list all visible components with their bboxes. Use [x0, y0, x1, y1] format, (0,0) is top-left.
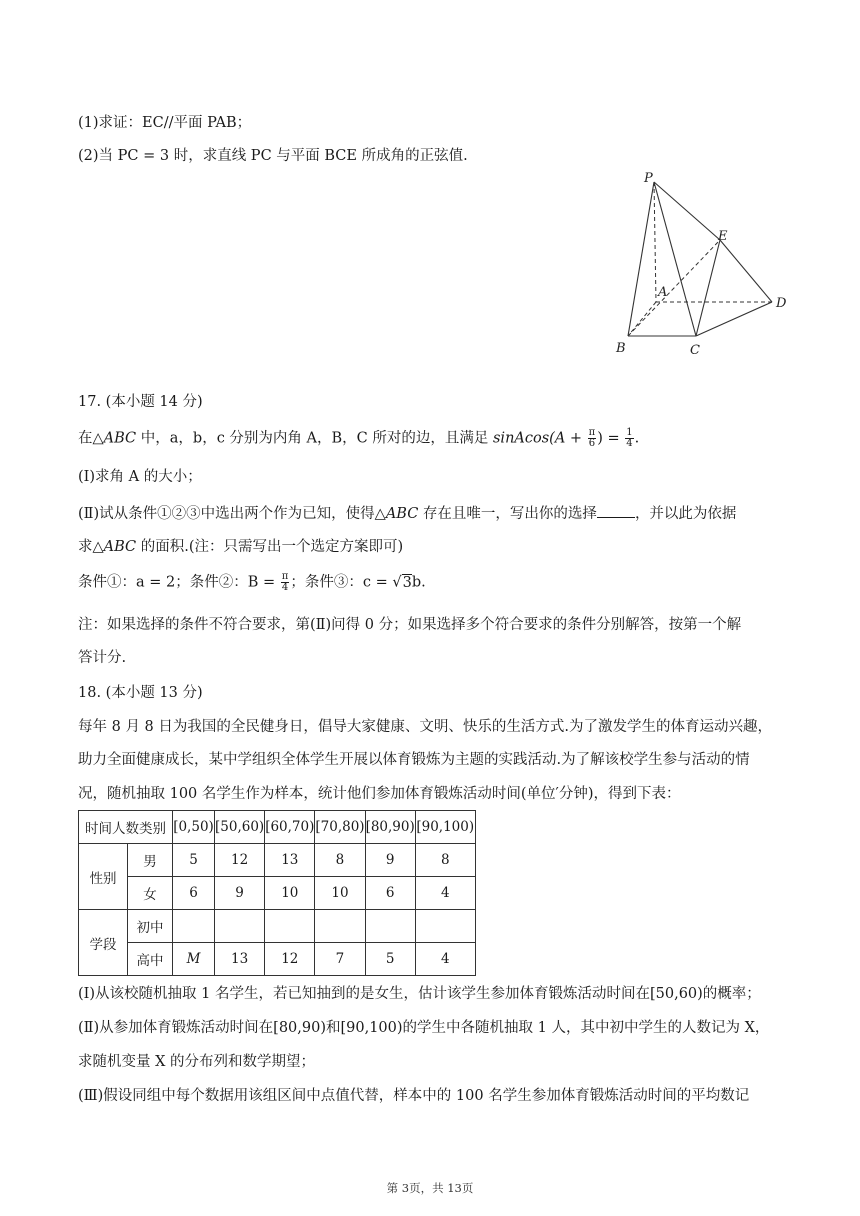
- q16-part2: (2)当 PC = 3 时，求直线 PC 与平面 BCE 所成角的正弦值.: [78, 148, 468, 164]
- table-header-row: [79, 811, 476, 844]
- row-label: 男: [128, 844, 173, 877]
- table-header-cell: [70,80): [315, 811, 365, 844]
- q17-note-line2: 答计分.: [78, 650, 127, 666]
- q16-part1: (1)求证：EC//平面 PAB；: [78, 115, 252, 131]
- q17-part2-line1: (Ⅱ)试从条件①②③中选出两个作为已知，使得△ABC 存在且唯一，写出你的选择 ，并以此为依据: [78, 503, 736, 524]
- table-cell: 8: [415, 844, 475, 877]
- table-header-cell: [90,100): [415, 811, 475, 844]
- q17-conditions: 条件①：a = 2；条件②：B = $\frac{\pi}{4}$ ；条件③：c = √3b.: [78, 571, 426, 593]
- label-P: P: [644, 171, 653, 186]
- table-cell: [265, 910, 315, 943]
- table-cell: [365, 910, 415, 943]
- table-cell: [173, 910, 215, 943]
- table-row: [79, 844, 476, 877]
- q18-part2-line2: 求随机变量 X 的分布列和数学期望；: [78, 1054, 316, 1070]
- table-header-cell: [50,60): [215, 811, 265, 844]
- activity-time-table: [78, 810, 476, 976]
- q17-part1: (Ⅰ)求角 A 的大小；: [78, 469, 202, 485]
- group-label-gender: 性别: [79, 844, 128, 910]
- table-cell: 4: [415, 943, 475, 976]
- label-A: A: [658, 285, 668, 300]
- table-header-cell: [0,50): [173, 811, 215, 844]
- q18-part2-line1: (Ⅱ)从参加体育锻炼活动时间在[80,90)和[90,100)的学生中各随机抽取 1 人，其中初中学生的人数记为 X，: [78, 1020, 770, 1036]
- table-cell: 9: [365, 844, 415, 877]
- table-cell: 6: [365, 877, 415, 910]
- table-cell: 5: [365, 943, 415, 976]
- table-cell: 12: [265, 943, 315, 976]
- group-label-school: 学段: [79, 910, 128, 976]
- table-cell: [315, 910, 365, 943]
- table-cell: [415, 910, 475, 943]
- row-label: 高中: [128, 943, 173, 976]
- table-header-cell: 时间人数类别: [79, 811, 173, 844]
- table-cell: 9: [215, 877, 265, 910]
- table-row: [79, 910, 476, 943]
- row-label: 女: [128, 877, 173, 910]
- q17-note-line1: 注：如果选择的条件不符合要求，第(Ⅱ)问得 0 分；如果选择多个符合要求的条件分别解答，按第一个解: [78, 617, 742, 633]
- table-cell: [215, 910, 265, 943]
- q18-part3: (Ⅲ)假设同组中每个数据用该组区间中点值代替，样本中的 100 名学生参加体育锻炼活动时间的平均数记: [78, 1088, 750, 1104]
- table-cell: 8: [315, 844, 365, 877]
- table-header-cell: [60,70): [265, 811, 315, 844]
- table-cell: 13: [215, 943, 265, 976]
- q17-stem: 在△ABC 中，a，b，c 分别为内角 A，B，C 所对的边，且满足 sinAcos(A + $\frac{\pi}{6}$ ) = $\frac{1}{4}$ .: [78, 427, 640, 449]
- table-cell: 13: [265, 844, 315, 877]
- q17-part2-line2: 求△ABC 的面积.(注：只需写出一个选定方案即可): [78, 539, 404, 555]
- table-cell: 10: [265, 877, 315, 910]
- table-cell: 4: [415, 877, 475, 910]
- pyramid-figure: [612, 168, 792, 358]
- q17-heading: 17. (本小题 14 分): [78, 394, 203, 410]
- table-header-cell: [80,90): [365, 811, 415, 844]
- label-B: B: [616, 341, 626, 356]
- table-cell: 7: [315, 943, 365, 976]
- table-cell: 12: [215, 844, 265, 877]
- table-cell: 10: [315, 877, 365, 910]
- label-C: C: [690, 343, 700, 358]
- q18-stem-line2: 助力全面健康成长，某中学组织全体学生开展以体育锻炼为主题的实践活动.为了解该校学生参与活动的情: [78, 752, 750, 768]
- row-label: 初中: [128, 910, 173, 943]
- q18-part1: (Ⅰ)从该校随机抽取 1 名学生，若已知抽到的是女生，估计该学生参加体育锻炼活动时间在[50,60)的概率；: [78, 986, 761, 1002]
- label-E: E: [718, 229, 728, 244]
- q18-heading: 18. (本小题 13 分): [78, 685, 203, 701]
- label-D: D: [776, 296, 787, 311]
- q18-stem-line1: 每年 8 月 8 日为我国的全民健身日，倡导大家健康、文明、快乐的生活方式.为了激发学生的体育运动兴趣，: [78, 719, 772, 735]
- table-cell: 5: [173, 844, 215, 877]
- table-cell: 6: [173, 877, 215, 910]
- table-row: [79, 943, 476, 976]
- table-cell: M: [173, 943, 215, 976]
- answer-blank: [597, 503, 635, 518]
- table-row: [79, 877, 476, 910]
- q18-stem-line3: 况，随机抽取 100 名学生作为样本，统计他们参加体育锻炼活动时间(单位′分钟)，得到下表：: [78, 786, 681, 802]
- page-footer: 第 3页，共 13页: [386, 1181, 474, 1195]
